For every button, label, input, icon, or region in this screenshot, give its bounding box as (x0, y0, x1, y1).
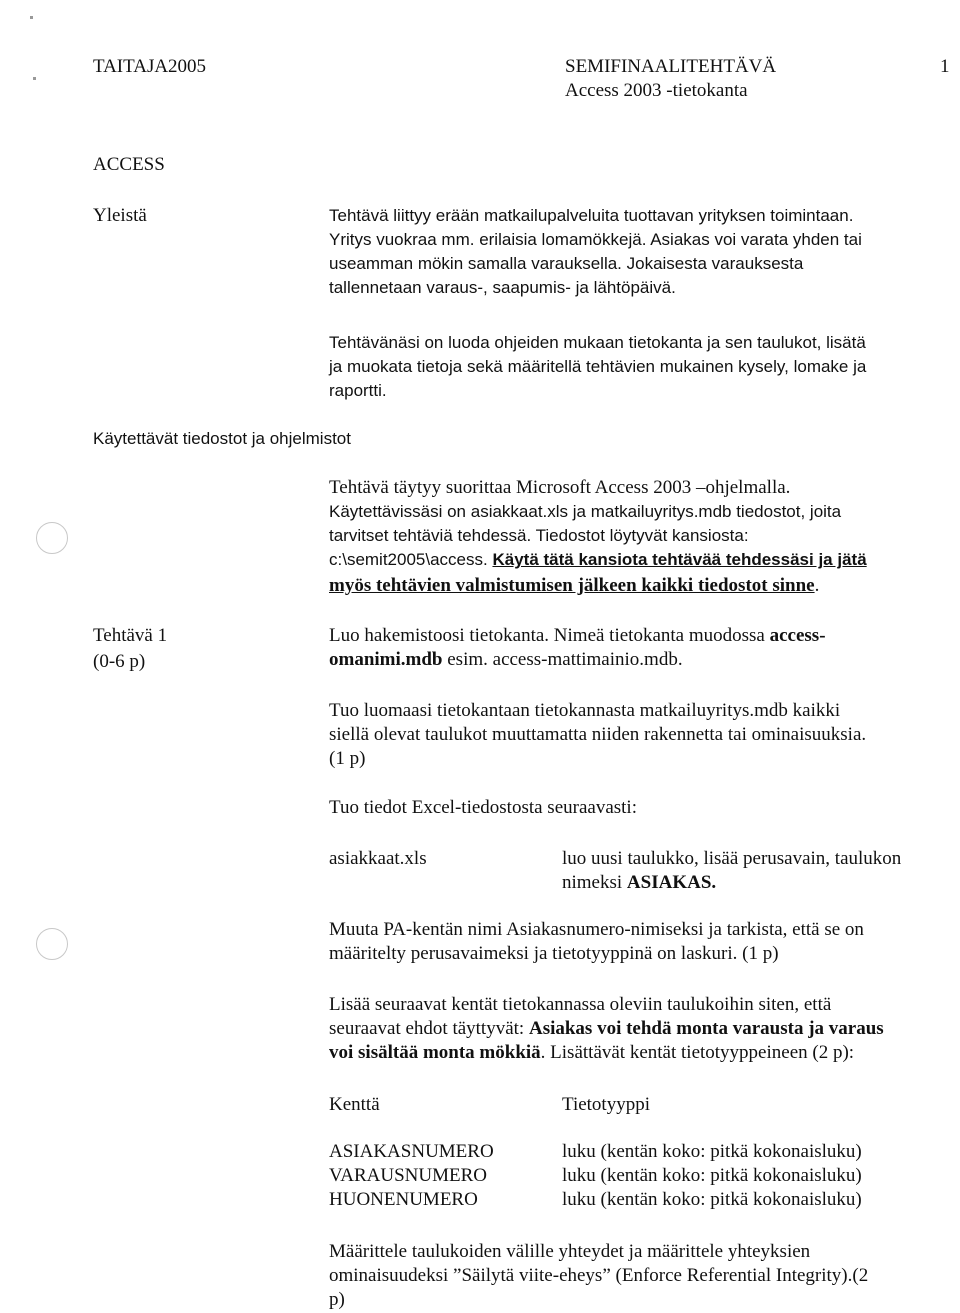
text-line: ja muokata tietoja sekä määritellä tehtävien mukainen kysely, lomake ja (329, 357, 867, 376)
text-line: luo uusi taulukko, lisää perusavain, taulukon (562, 848, 902, 869)
instruction-underlined: myös tehtävien valmistumisen jälkeen kaikki tiedostot sinne (329, 575, 815, 596)
text-line: Määrittele taulukoiden välille yhteydet ja määrittele yhteyksien (329, 1241, 811, 1262)
import-file-name: asiakkaat.xls (329, 848, 427, 869)
table-cell-field: ASIAKASNUMERO (329, 1141, 494, 1162)
text-line: Muuta PA-kentän nimi Asiakasnumero-nimiseksi ja tarkista, että se on (329, 919, 864, 940)
punch-hole (36, 928, 68, 960)
scan-mark (33, 77, 36, 80)
table-cell-type: luku (kentän koko: pitkä kokonaisluku) (562, 1165, 862, 1186)
text-line: määritelty perusavaimeksi ja tietotyyppinä on laskuri. (1 p) (329, 943, 779, 964)
text-line: Tehtävä liittyy erään matkailupalveluita tuottavan yrityksen toimintaan. (329, 206, 854, 225)
text-line (562, 871, 901, 895)
task-paragraph-2 (329, 699, 866, 771)
tehtava-1-points: (0-6 p) (93, 651, 146, 672)
text-line: siellä olevat taulukot muuttamatta niiden rakennetta tai ominaisuuksia. (329, 724, 867, 745)
table-header-field: Kenttä (329, 1094, 380, 1115)
table-field-column (329, 1140, 494, 1212)
task-paragraph-1 (329, 624, 826, 672)
task-paragraph-3: Tuo tiedot Excel-tiedostosta seuraavasti: (329, 797, 637, 818)
folder-path: c:\semit2005\access. (329, 550, 493, 569)
header-subtitle: Access 2003 -tietokanta (565, 80, 748, 101)
table-type-column (562, 1140, 862, 1212)
header-left: TAITAJA2005 (93, 56, 207, 77)
punctuation: . (814, 575, 820, 596)
table-cell-field: VARAUSNUMERO (329, 1165, 488, 1186)
table-name-bold: ASIAKAS. (626, 872, 717, 893)
text-line: tarvitset tehtäviä tehdessä. Tiedostot löytyvät kansiosta: (329, 526, 749, 545)
text-line: p) (329, 1289, 345, 1310)
text-line (329, 624, 826, 648)
yleista-label: Yleistä (93, 205, 147, 226)
text-line: Yritys vuokraa mm. erilaisia lomamökkejä. Asiakas voi varata yhden tai (329, 230, 862, 249)
scan-mark (30, 16, 33, 19)
kaytettavat-line-1: Tehtävä täytyy suorittaa Microsoft Access 2003 –ohjelmalla. (329, 477, 791, 498)
text-line: Lisää seuraavat kentät tietokannassa oleviin taulukoihin siten, että (329, 994, 832, 1015)
text-span: nimeksi (562, 872, 627, 893)
punch-hole (36, 522, 68, 554)
import-description (562, 847, 901, 895)
yleista-paragraph-1 (329, 204, 862, 300)
text-span: . Lisättävät kentät tietotyyppeineen (2 p): (540, 1042, 855, 1063)
text-line (329, 1041, 884, 1065)
yleista-paragraph-2 (329, 331, 866, 403)
text-line: tallennetaan varaus-, saapumis- ja lähtöpäivä. (329, 278, 676, 297)
text-line: Käytettävissäsi on asiakkaat.xls ja matkailuyritys.mdb tiedostot, joita (329, 502, 842, 521)
task-paragraph-6 (329, 1240, 868, 1312)
kaytettavat-paragraph (329, 500, 867, 572)
text-span: Luo hakemistoosi tietokanta. Nimeä tietokanta muodossa (329, 625, 770, 646)
task-paragraph-4 (329, 918, 864, 966)
text-line: raportti. (329, 381, 387, 400)
instruction-underlined: Käytä tätä kansiota tehtävää tehdessäsi ja jätä (492, 550, 867, 569)
task-paragraph-5 (329, 993, 884, 1065)
kaytettavat-label: Käytettävät tiedostot ja ohjelmistot (93, 429, 351, 448)
page-number: 1 (940, 56, 950, 77)
section-title: ACCESS (93, 154, 165, 175)
db-name-bold: access- (769, 625, 826, 646)
table-cell-field: HUONENUMERO (329, 1189, 478, 1210)
text-line: Tehtävänäsi on luoda ohjeiden mukaan tietokanta ja sen taulukot, lisätä (329, 333, 866, 352)
text-line: (1 p) (329, 748, 366, 769)
text-line: ominaisuudeksi ”Säilytä viite-eheys” (Enforce Referential Integrity).(2 (329, 1265, 869, 1286)
text-line (329, 1017, 884, 1041)
tehtava-1-label: Tehtävä 1 (93, 625, 168, 646)
requirement-bold: Asiakas voi tehdä monta varausta ja varaus (528, 1018, 884, 1039)
kaytettavat-line-5 (329, 574, 819, 598)
text-line: useamman mökin samalla varauksella. Jokaisesta varauksesta (329, 254, 804, 273)
text-span: seuraavat ehdot täyttyvät: (329, 1018, 529, 1039)
table-header-type: Tietotyyppi (562, 1094, 650, 1115)
header-center: SEMIFINAALITEHTÄVÄ (565, 56, 777, 77)
text-span: esim. access-mattimainio.mdb. (442, 649, 683, 670)
table-cell-type: luku (kentän koko: pitkä kokonaisluku) (562, 1141, 862, 1162)
table-cell-type: luku (kentän koko: pitkä kokonaisluku) (562, 1189, 862, 1210)
text-line (329, 548, 867, 572)
db-name-bold: omanimi.mdb (329, 649, 443, 670)
text-line (329, 648, 826, 672)
requirement-bold: voi sisältää monta mökkiä (329, 1042, 541, 1063)
text-line: Tuo luomaasi tietokantaan tietokannasta matkailuyritys.mdb kaikki (329, 700, 841, 721)
